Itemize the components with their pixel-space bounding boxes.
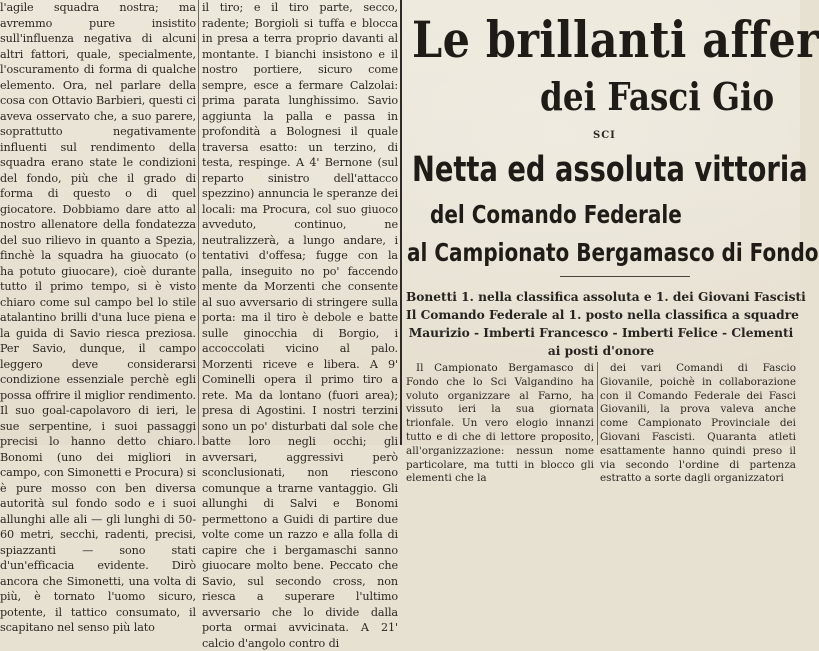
subheadline-line: Il Comando Federale al 1. posto nella classifica a squadre [406,308,799,322]
subheadline-line: ai posti d'onore [547,344,655,358]
subheadline-line: Maurizio - Imberti Francesco - Imberti Felice - Clementi [408,326,794,340]
headline-victory: Netta ed assoluta vittoria [412,150,808,190]
article-column-middle [202,0,398,651]
article-body-left [406,362,594,485]
article-text: Il Campionato Bergamasco di Fondo che lo Sci Valgandino ha voluto organizzare al Farno, ha vissuto ieri la sua giornata trionfale. Un vero elogio innanzi tutto e di che di lettore proposito, all'organizzazione: nessun nome particolare, ma tutti in blocco gli elementi che la [406,362,594,485]
column-text: il tiro; e il tiro parte, secco, radente; Borgioli si tuffa e blocca in presa a terra proprio davanti al montante. I bianchi insistono e il nostro portiere, sicuro come sempre, esce a fermare Calzolai: prima parata lunghissimo. Savio aggiunta la palla e passa in profondità a Bolognesi il quale traversa esatto: un terzino, di testa, respinge. A 4' Bernone (sul reparto sinistro dell'attacco spezzino) annuncia le speranze dei locali: ma Procura, col suo giuoco avveduto, continuo, ne neutralizzerà, a lungo andare, i tentativi d'offesa; fugge con la palla, inseguito no po' faccendo mente da Morzenti che consente al suo avversario di stringere sulla porta: ma il tiro è debole e batte sulle ginocchia di Borgio, i accoccolati vicino al palo. Morzenti riceve e libera. A 9' Cominelli opera il primo tiro a rete. Ma da lontano (fuori area); presa di Agostini. I nostri terzini sono un po' disturbati dal sole che batte loro negli occhi; gli avversari, aggressivi però sconclusionati, non riescono comunque a trarne vantaggio. Gli allunghi di Salvi e Bonomi permettono a Guidi di partire due volte come un razzo e alla folla di capire che i bergamaschi sanno giuocare molto bene. Peccato che Savio, sul secondo cross, non riesca a superare l'ultimo avversario che lo divide dalla porta ormai avvicinata. A 21' calcio d'angolo contro di [202,1,398,650]
headline-campionato: al Campionato Bergamasco di Fondo [407,238,819,267]
subheadline [406,288,806,360]
article-body-right [600,362,796,485]
headline-divider [560,276,690,277]
article-text: dei vari Comandi di Fascio Giovanile, poichè in collaborazione con il Comando Federale dei Fasci Giovanili, la prova valeva anche come Campionato Provinciale dei Giovani Fascisti. Quaranta atleti esattamente hanno quindi preso il via secondo l'ordine di partenza estratto a sorte dagli organizzatori [600,362,796,485]
subheadline-line: Bonetti 1. nella classifica assoluta e 1. dei Giovani Fascisti [406,290,806,304]
headline-comando: del Comando Federale [430,200,682,229]
column-divider [597,362,598,445]
column-divider [198,0,199,445]
column-divider [400,0,402,445]
section-label: SCI [593,130,616,141]
column-text: l'agile squadra nostra; ma avremmo pure insistito sull'influenza negativa di alcuni altri fattori, quale, specialmente, l'oscuramento di forma di qualche elemento. Ora, nel parlare della cosa con Ottavio Barbieri, questi ci aveva osservato che, a suo parere, soprattutto negativamente influenti sul rendimento della squadra erano state le condizioni del fondo, più che il grado di forma di questo o di quel giocatore. Dobbiamo dare atto al nostro allenatore della fondatezza del suo rilievo in quanto a Spezia, finchè la squadra ha giuocato (o ha potuto giuocare), cioè durante tutto il primo tempo, si è visto chiaro come sul campo bel lo stile atalantino brilli d'una luce piena e la guida di Savio riesca preziosa. Per Savio, dunque, il campo leggero deve considerarsi condizione essenziale perchè egli possa offrire il miglior rendimento. Il suo goal-capolavoro di ieri, le sue serpentine, i suoi passaggi precisi lo hanno detto chiaro. Bonomi (uno dei migliori in campo, con Simonetti e Procura) si è pure mosso con ben diversa autorità sul fondo sodo e i suoi allunghi alle ali — gli lunghi di 50-60 metri, secchi, radenti, precisi, spiazzanti — sono stati d'un'efficacia evidente. Dirò ancora che Simonetti, una volta di più, è tornato l'uomo sicuro, potente, il tattico consumato, il scapitano nel senso più lato [0,1,196,634]
article-column-left [0,0,196,636]
headline-main: Le brillanti affer [412,10,819,69]
headline-second: dei Fasci Gio [540,74,775,119]
